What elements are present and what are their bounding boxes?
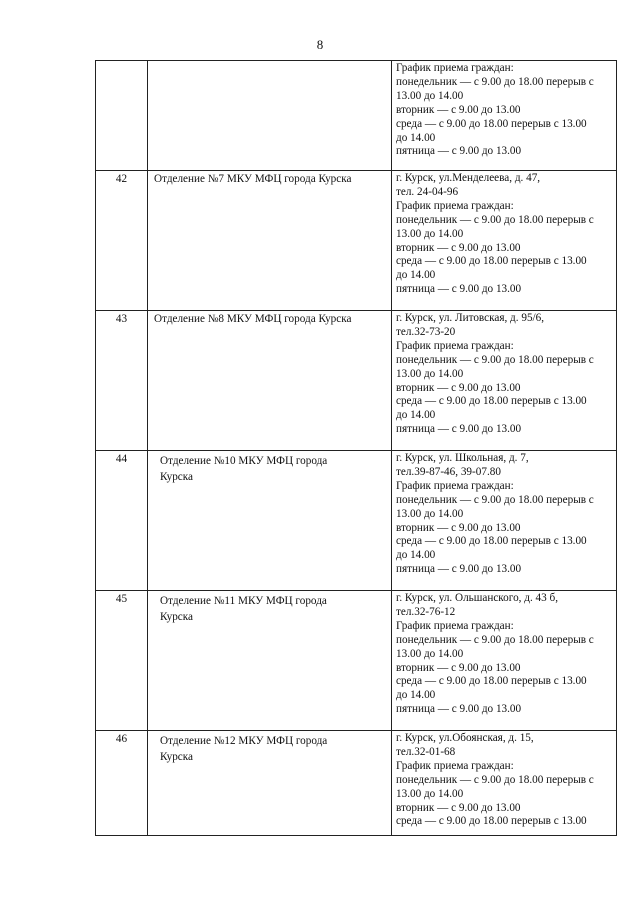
schedule-title: График приема граждан: bbox=[396, 619, 514, 632]
office-phone: тел.32-73-20 bbox=[396, 325, 456, 338]
address-schedule-cell bbox=[392, 61, 617, 171]
office-address: г. Курск, ул. Ольшанского, д. 43 б, bbox=[396, 592, 559, 604]
schedule-wednesday: среда — с 9.00 до 18.00 перерыв с 13.00 bbox=[396, 395, 587, 408]
office-phone: тел. 24-04-96 bbox=[396, 185, 459, 198]
schedule-title: График приема граждан: bbox=[396, 339, 514, 352]
office-address: г. Курск, ул.Обоянская, д. 15, bbox=[396, 732, 534, 744]
office-name-cell bbox=[148, 311, 392, 451]
schedule-tuesday: вторник — с 9.00 до 13.00 bbox=[396, 801, 521, 814]
schedule-tuesday: вторник — с 9.00 до 13.00 bbox=[396, 381, 521, 394]
schedule-wednesday: среда — с 9.00 до 18.00 перерыв с 13.00 bbox=[396, 675, 587, 688]
schedule-friday: пятница — с 9.00 до 13.00 bbox=[396, 703, 522, 716]
address-schedule-cell bbox=[392, 451, 617, 591]
schedule-wednesday: среда — с 9.00 до 18.00 перерыв с 13.00 bbox=[396, 815, 587, 828]
row-number: 42 bbox=[115, 173, 128, 185]
office-address: г. Курск, ул. Школьная, д. 7, bbox=[396, 452, 529, 464]
row-number: 45 bbox=[115, 593, 128, 605]
schedule-wednesday-break: до 14.00 bbox=[396, 549, 436, 562]
row-number-cell bbox=[96, 731, 148, 836]
schedule-friday: пятница — с 9.00 до 13.00 bbox=[396, 283, 522, 296]
schedule-friday: пятница — с 9.00 до 13.00 bbox=[396, 145, 522, 158]
schedule-monday-break: 13.00 до 14.00 bbox=[396, 227, 464, 240]
schedule-wednesday: среда — с 9.00 до 18.00 перерыв с 13.00 bbox=[396, 255, 587, 268]
schedule-monday-break: 13.00 до 14.00 bbox=[396, 647, 464, 660]
office-phone: тел.32-01-68 bbox=[396, 745, 456, 758]
office-name-cell bbox=[148, 171, 392, 311]
schedule-wednesday: среда — с 9.00 до 18.00 перерыв с 13.00 bbox=[396, 535, 587, 548]
table-row bbox=[96, 591, 617, 731]
schedule-tuesday: вторник — с 9.00 до 13.00 bbox=[396, 521, 521, 534]
table-row bbox=[96, 311, 617, 451]
address-schedule-cell bbox=[392, 731, 617, 836]
address-schedule-cell bbox=[392, 171, 617, 311]
schedule-wednesday-break: до 14.00 bbox=[396, 269, 436, 282]
schedule-tuesday: вторник — с 9.00 до 13.00 bbox=[396, 103, 521, 116]
table-row bbox=[96, 451, 617, 591]
office-phone: тел.32-76-12 bbox=[396, 605, 456, 618]
row-number: 46 bbox=[115, 733, 128, 745]
schedule-monday-break: 13.00 до 14.00 bbox=[396, 89, 464, 102]
row-number-cell bbox=[96, 61, 148, 171]
schedule-monday: понедельник — с 9.00 до 18.00 перерыв с bbox=[396, 773, 594, 786]
office-phone: тел.39-87-46, 39-07.80 bbox=[396, 465, 501, 478]
schedule-monday-break: 13.00 до 14.00 bbox=[396, 507, 464, 520]
address-schedule-cell bbox=[392, 311, 617, 451]
office-name: Отделение №8 МКУ МФЦ города Курска bbox=[154, 313, 352, 325]
row-number-cell bbox=[96, 171, 148, 311]
schedule-wednesday: среда — с 9.00 до 18.00 перерыв с 13.00 bbox=[396, 117, 587, 130]
table-row bbox=[96, 731, 617, 836]
row-number-cell bbox=[96, 311, 148, 451]
schedule-monday: понедельник — с 9.00 до 18.00 перерыв с bbox=[396, 353, 594, 366]
schedule-tuesday: вторник — с 9.00 до 13.00 bbox=[396, 661, 521, 674]
row-number: 43 bbox=[115, 313, 128, 325]
row-number-cell bbox=[96, 451, 148, 591]
office-name-cell bbox=[148, 451, 392, 591]
schedule-monday: понедельник — с 9.00 до 18.00 перерыв с bbox=[396, 493, 594, 506]
schedule-friday: пятница — с 9.00 до 13.00 bbox=[396, 423, 522, 436]
schedule-friday: пятница — с 9.00 до 13.00 bbox=[396, 563, 522, 576]
schedule-monday-break: 13.00 до 14.00 bbox=[396, 787, 464, 800]
office-name: Отделение №12 МКУ МФЦ города Курска bbox=[160, 735, 328, 763]
page-number: 8 bbox=[316, 37, 324, 52]
table-row bbox=[96, 61, 617, 171]
schedule-title: График приема граждан: bbox=[396, 199, 514, 212]
office-name: Отделение №7 МКУ МФЦ города Курска bbox=[154, 173, 352, 185]
schedule-monday: понедельник — с 9.00 до 18.00 перерыв с bbox=[396, 213, 594, 226]
schedule-monday: понедельник — с 9.00 до 18.00 перерыв с bbox=[396, 75, 594, 88]
row-number-cell bbox=[96, 591, 148, 731]
schedule-title: График приема граждан: bbox=[396, 759, 514, 772]
schedule-monday: понедельник — с 9.00 до 18.00 перерыв с bbox=[396, 633, 594, 646]
mfc-offices-table bbox=[95, 60, 617, 836]
office-name: Отделение №10 МКУ МФЦ города Курска bbox=[160, 455, 328, 483]
schedule-title: График приема граждан: bbox=[396, 62, 514, 74]
row-number: 44 bbox=[115, 453, 128, 465]
table-row bbox=[96, 171, 617, 311]
schedule-tuesday: вторник — с 9.00 до 13.00 bbox=[396, 241, 521, 254]
schedule-wednesday-break: до 14.00 bbox=[396, 689, 436, 702]
office-address: г. Курск, ул. Литовская, д. 95/6, bbox=[396, 312, 545, 324]
address-schedule-cell bbox=[392, 591, 617, 731]
office-name-cell bbox=[148, 591, 392, 731]
office-name-cell bbox=[148, 61, 392, 171]
schedule-wednesday-break: до 14.00 bbox=[396, 131, 436, 144]
office-name-cell bbox=[148, 731, 392, 836]
schedule-monday-break: 13.00 до 14.00 bbox=[396, 367, 464, 380]
office-address: г. Курск, ул.Менделеева, д. 47, bbox=[396, 172, 541, 184]
schedule-title: График приема граждан: bbox=[396, 479, 514, 492]
office-name: Отделение №11 МКУ МФЦ города Курска bbox=[160, 595, 327, 623]
schedule-wednesday-break: до 14.00 bbox=[396, 409, 436, 422]
